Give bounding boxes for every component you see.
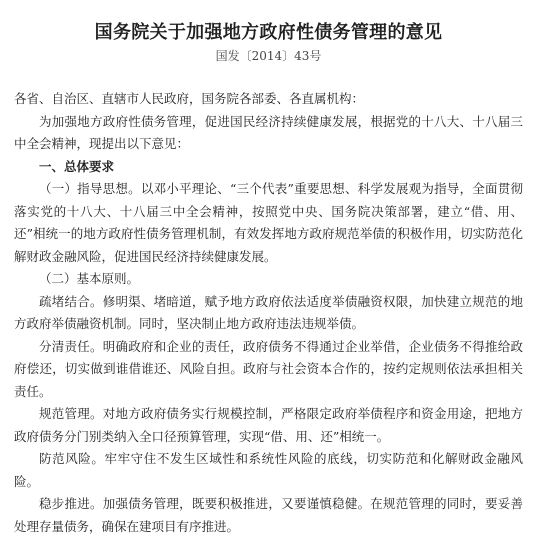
principle-name: 疏堵结合。 [39, 293, 103, 309]
principle-text: 加强债务管理，既要积极推进，又要谨慎稳健。在规范管理的同时，要妥善处理存量债务，确保在建项目有序推进。 [14, 496, 523, 534]
guiding-ideology-label: （一）指导思想。 [39, 181, 141, 196]
guiding-ideology-text: 以邓小平理论、“三个代表”重要思想、科学发展观为指导，全面贯彻落实党的十八大、十八届三中全会精神，按照党中央、国务院决策部署，建立“借、用、还”相统一的地方政府性债务管理机制，有效发挥地方政府规范举债的积极作用，切实防范化解财政金融风险，促进国民经济持续健康发展。 [14, 181, 523, 264]
basic-principles-label: （二）基本原则。 [39, 271, 140, 286]
preamble-paragraph: 为加强地方政府性债务管理，促进国民经济持续健康发展，根据党的十八大、十八届三中全会精神，现提出以下意见： [14, 113, 523, 151]
principle-paragraph [14, 493, 523, 538]
principle-name: 规范管理。 [39, 406, 103, 421]
principle-name: 分清责任。 [39, 338, 103, 354]
principle-paragraph [14, 336, 523, 404]
document-number: 国发〔2014〕43号 [215, 49, 322, 63]
principle-text: 对地方政府债务实行规模控制，严格限定政府举债程序和资金用途，把地方政府债务分门别类纳入全口径预算管理，实现“借、用、还”相统一。 [14, 406, 523, 444]
principle-name: 防范风险。 [39, 451, 105, 466]
document-title: 国务院关于加强地方政府性债务管理的意见 [94, 22, 443, 43]
principle-paragraph [14, 291, 523, 336]
principle-text: 明确政府和企业的责任，政府债务不得通过企业举借，企业债务不得推给政府偿还，切实做到谁借谁还、风险自担。政府与社会资本合作的，按约定规则依法承担相关责任。 [14, 338, 523, 399]
principle-name: 稳步推进。 [39, 496, 103, 511]
addressee-line: 各省、自治区、直辖市人民政府，国务院各部委、各直属机构： [14, 91, 365, 106]
section-heading-general-requirements: 一、总体要求 [39, 158, 115, 174]
principle-paragraph [14, 403, 523, 448]
document-body [14, 88, 523, 538]
principle-text: 修明渠、堵暗道，赋予地方政府依法适度举债融资权限，加快建立规范的地方政府举债融资机制。同时，坚决制止地方政府违法违规举债。 [14, 293, 523, 331]
principle-text: 牢牢守住不发生区域性和系统性风险的底线，切实防范和化解财政金融风险。 [14, 451, 523, 489]
principle-paragraph [14, 448, 523, 493]
guiding-ideology-paragraph [14, 178, 523, 268]
